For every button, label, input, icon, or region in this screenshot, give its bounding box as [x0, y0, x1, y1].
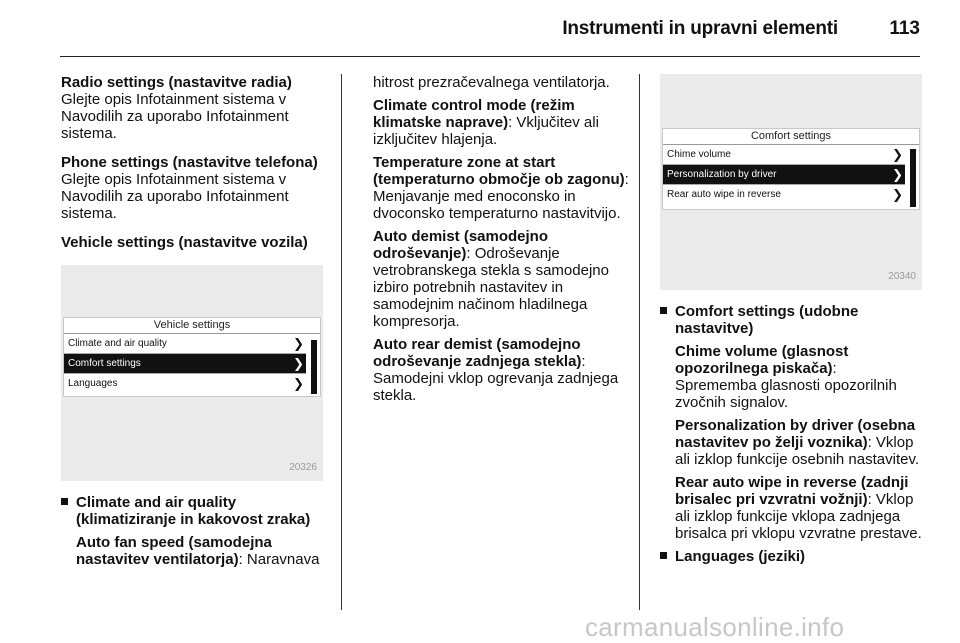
bullet-item	[61, 494, 331, 568]
display-screen	[63, 317, 321, 397]
figure-number: 20326	[289, 462, 317, 473]
column-right	[660, 74, 922, 565]
item-heading: Personalization by driver (osebna nastavitev po želji voznika)	[675, 417, 916, 451]
continued-text: hitrost prezračevalnega ventilatorja.	[373, 74, 610, 91]
page-header	[0, 0, 960, 62]
screen-title: Vehicle settings	[64, 318, 320, 334]
menu-row-label: Comfort settings	[68, 358, 141, 369]
figure-number: 20340	[888, 271, 916, 282]
column-divider	[639, 74, 640, 610]
menu-row[interactable]	[663, 185, 905, 204]
item-text: : Vklop ali izklop funkcije vklopa zadnjega brisalca pri vklopu vzvratne prestave.	[675, 491, 922, 542]
menu-row-label: Chime volume	[667, 149, 731, 160]
item-heading: Climate control mode (režim klimatske naprave)	[373, 97, 575, 131]
menu-row-label: Rear auto wipe in reverse	[667, 189, 781, 200]
vehicle-settings-figure	[61, 265, 323, 481]
item-text: : Naravnava	[238, 551, 320, 568]
scrollbar[interactable]	[311, 340, 317, 394]
chevron-right-icon: ❯	[892, 147, 903, 162]
scrollbar[interactable]	[910, 149, 916, 207]
header-rule	[60, 56, 920, 57]
item-text: : Vklop ali izklop funkcije osebnih nastavitev.	[675, 434, 920, 468]
watermark-text: carmanualsonline.info	[585, 612, 845, 642]
display-screen	[662, 128, 920, 210]
chevron-right-icon: ❯	[892, 167, 903, 182]
item-text: : Sprememba glasnosti opozorilnih zvočnih signalov.	[675, 360, 897, 411]
bullet-item	[660, 303, 922, 542]
menu-row-label: Personalization by driver	[667, 169, 777, 180]
menu-row-selected[interactable]	[64, 354, 306, 374]
menu-row-selected[interactable]	[663, 165, 905, 185]
section-heading: Vehicle settings (nastavitve vozila)	[61, 234, 308, 251]
bullet-icon	[61, 498, 68, 505]
item-text: : Menjavanje med enoconsko in dvoconsko temperaturno nastavitvijo.	[373, 171, 629, 222]
bullet-heading: Comfort settings (udobne nastavitve)	[675, 303, 859, 337]
menu-row-label: Languages	[68, 378, 118, 389]
comfort-settings-figure	[660, 74, 922, 290]
item-heading: Chime volume (glasnost opozorilnega piskača)	[675, 343, 849, 377]
item-text: : Vključitev ali izključitev hlajenja.	[373, 114, 599, 148]
page-number: 113	[889, 18, 920, 39]
section-text: Glejte opis Infotainment sistema v Navodilih za uporabo Infotainment sistema.	[61, 171, 289, 222]
chevron-right-icon: ❯	[293, 336, 304, 351]
column-divider	[341, 74, 342, 610]
menu-row[interactable]	[663, 145, 905, 165]
item-heading: Temperature zone at start (temperaturno območje ob zagonu)	[373, 154, 625, 188]
bullet-icon	[660, 552, 667, 559]
menu-row-label: Climate and air quality	[68, 338, 167, 349]
item-heading: Rear auto wipe in reverse (zadnji brisalec pri vzvratni vožnji)	[675, 474, 909, 508]
screen-title: Comfort settings	[663, 129, 919, 145]
item-text: : Odroševanje vetrobranskega stekla s samodejno izbiro potrebnih nastavitev in samodejnim načinom hladilnega kompresorja.	[373, 245, 609, 330]
page-title: Instrumenti in upravni elementi	[562, 18, 838, 39]
bullet-icon	[660, 307, 667, 314]
phone-settings-section	[61, 154, 331, 222]
chevron-right-icon: ❯	[293, 356, 304, 371]
item-heading: Auto demist (samodejno odroševanje)	[373, 228, 549, 262]
item-heading: Auto fan speed (samodejna nastavitev ventilatorja)	[76, 534, 272, 568]
column-left	[61, 74, 331, 568]
radio-settings-section	[61, 74, 331, 142]
section-text: Glejte opis Infotainment sistema v Navodilih za uporabo Infotainment sistema.	[61, 91, 289, 142]
item-heading: Auto rear demist (samodejno odroševanje zadnjega stekla)	[373, 336, 582, 370]
menu-row[interactable]	[64, 374, 306, 393]
bullet-heading: Languages (jeziki)	[675, 548, 806, 565]
item-text: : Samodejni vklop ogrevanja zadnjega stekla.	[373, 353, 619, 404]
bullet-item	[660, 548, 922, 565]
section-heading: Phone settings (nastavitve telefona)	[61, 154, 318, 171]
chevron-right-icon: ❯	[892, 187, 903, 202]
section-heading: Radio settings (nastavitve radia)	[61, 74, 292, 91]
menu-row[interactable]	[64, 334, 306, 354]
bullet-heading: Climate and air quality (klimatiziranje in kakovost zraka)	[76, 494, 311, 528]
chevron-right-icon: ❯	[293, 376, 304, 391]
column-middle	[373, 74, 635, 410]
